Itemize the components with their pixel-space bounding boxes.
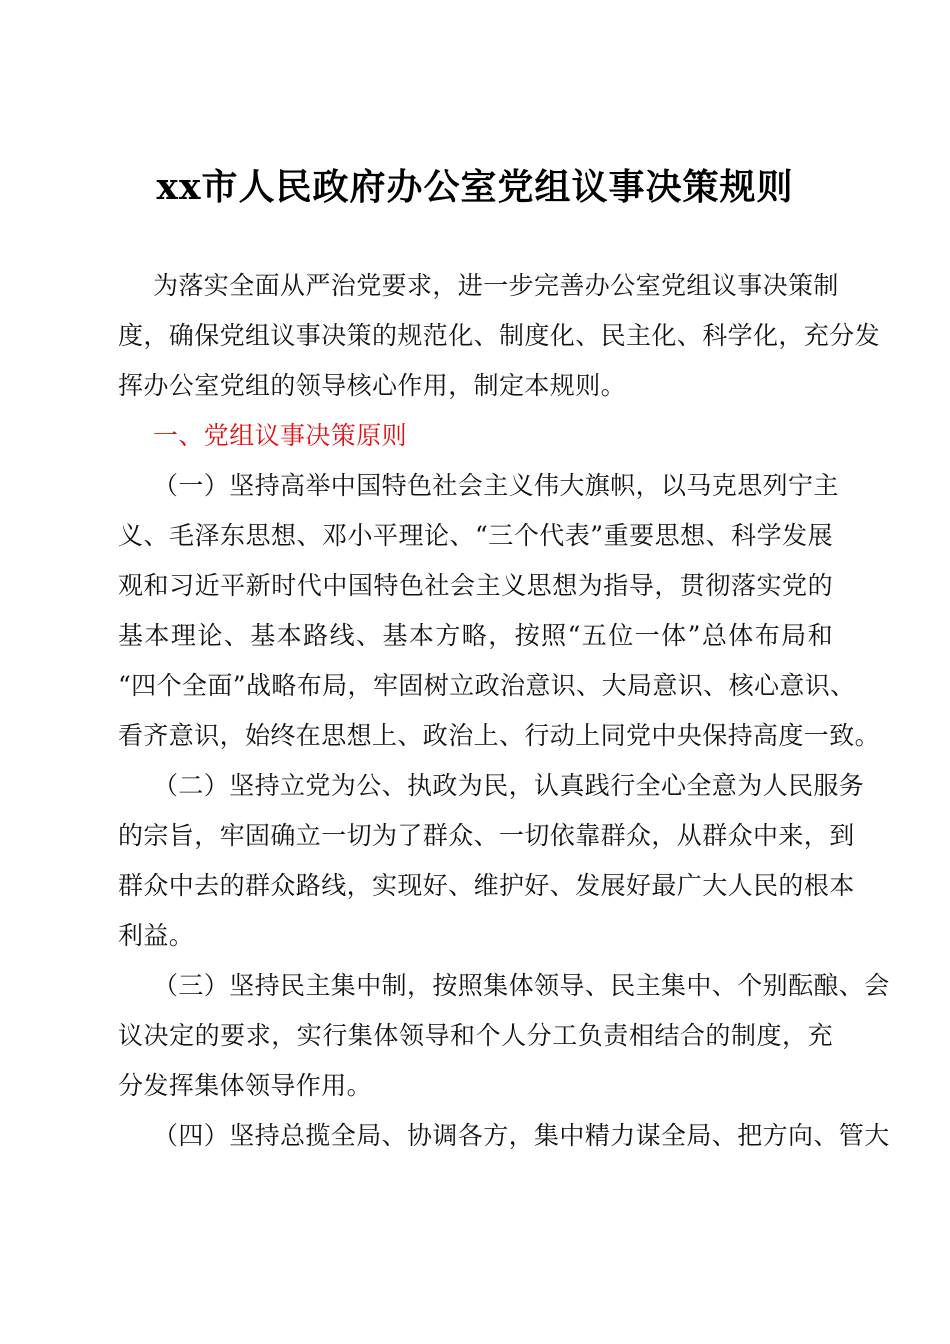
clause-2-line-1: （二）坚持立党为公、执政为民，认真践行全心全意为人民服务 [153,771,865,800]
clause-1-line-1: （一）坚持高举中国特色社会主义伟大旗帜，以马克思列宁主 [153,471,839,500]
clause-3-line-2: 议决定的要求，实行集体领导和个人分工负责相结合的制度，充 [118,1021,833,1050]
paragraph-intro-line-2: 度，确保党组议事决策的规范化、制度化、民主化、科学化，充分发 [118,321,881,350]
paragraph-intro-line-1: 为落实全面从严治党要求，进一步完善办公室党组议事决策制 [153,271,839,300]
clause-2-line-2: 的宗旨，牢固确立一切为了群众、一切依靠群众，从群众中来，到 [118,821,855,850]
clause-2-line-4: 利益。 [118,921,195,950]
clause-3-line-3: 分发挥集体领导作用。 [118,1071,373,1100]
clause-1-line-6: 看齐意识，始终在思想上、政治上、行动上同党中央保持高度一致。 [118,721,881,750]
section-heading-1: 一、党组议事决策原则 [153,421,408,450]
clause-1-line-3: 观和习近平新时代中国特色社会主义思想为指导，贯彻落实党的 [118,571,833,600]
clause-4-line-1: （四）坚持总揽全局、协调各方，集中精力谋全局、把方向、管大 [153,1121,890,1150]
clause-2-line-3: 群众中去的群众路线，实现好、维护好、发展好最广大人民的根本 [118,871,855,900]
clause-1-line-2: 义、毛泽东思想、邓小平理论、“三个代表”重要思想、科学发展 [118,521,833,550]
clause-3-line-1: （三）坚持民主集中制，按照集体领导、民主集中、个别酝酿、会 [153,971,890,1000]
clause-1-line-5: “四个全面”战略布局，牢固树立政治意识、大局意识、核心意识、 [118,671,856,700]
clause-1-line-4: 基本理论、基本路线、基本方略，按照“五位一体”总体布局和 [118,621,833,650]
document-title: xx市人民政府办公室党组议事决策规则 [156,166,794,208]
paragraph-intro-line-3: 挥办公室党组的领导核心作用，制定本规则。 [118,371,627,400]
